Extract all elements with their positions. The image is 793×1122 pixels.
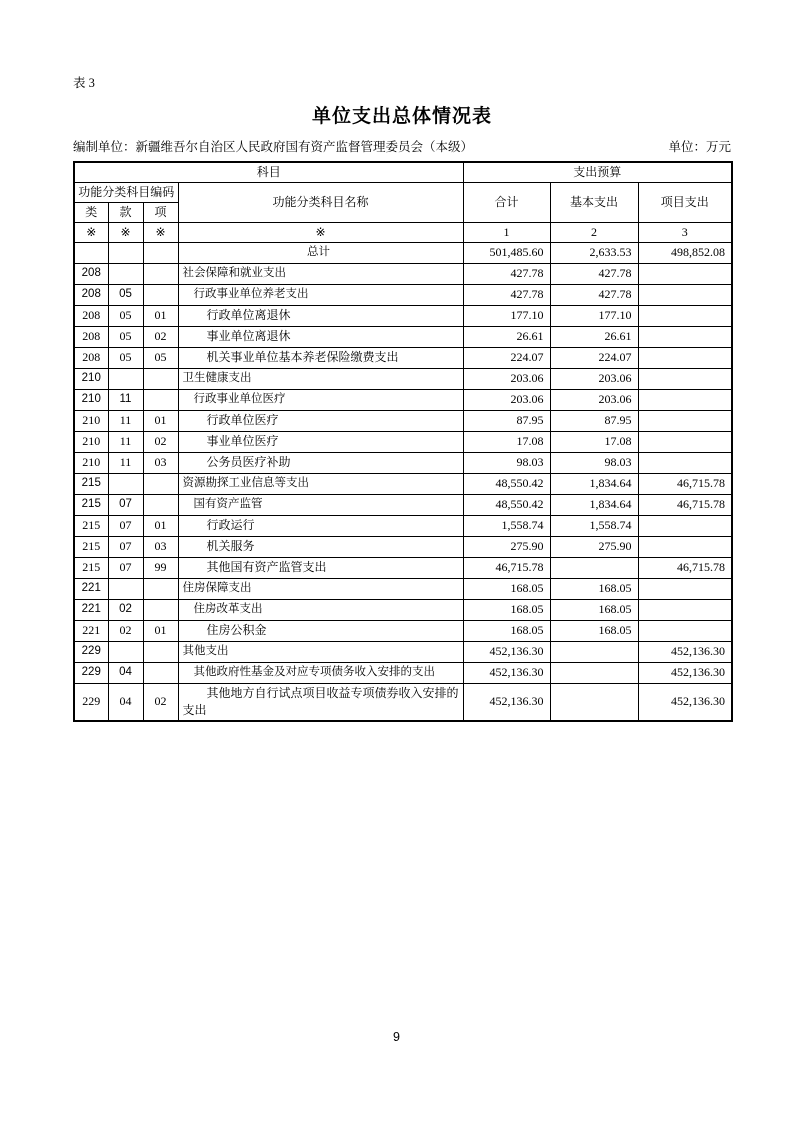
code-section-cell: 05 xyxy=(108,347,143,368)
code-class-cell: 210 xyxy=(74,389,108,410)
code-section-cell xyxy=(108,263,143,284)
amount-basic-cell xyxy=(550,641,638,662)
subject-name-cell: 其他地方自行试点项目收益专项债券收入安排的支出 xyxy=(178,683,463,721)
subject-name-cell: 其他政府性基金及对应专项债务收入安排的支出 xyxy=(178,662,463,683)
code-section-cell xyxy=(108,641,143,662)
amount-basic-cell: 203.06 xyxy=(550,389,638,410)
header-total: 合计 xyxy=(463,182,550,222)
header-row-marks xyxy=(74,222,732,242)
code-class-cell: 215 xyxy=(74,557,108,578)
amount-project-cell xyxy=(638,515,732,536)
table-row xyxy=(74,683,732,721)
code-section-cell: 05 xyxy=(108,305,143,326)
code-item-cell xyxy=(143,599,178,620)
code-item-cell xyxy=(143,389,178,410)
subject-name-cell: 公务员医疗补助 xyxy=(178,452,463,473)
table-row xyxy=(74,662,732,683)
header-project: 项目支出 xyxy=(638,182,732,222)
code-section-cell: 04 xyxy=(108,662,143,683)
amount-total-cell: 452,136.30 xyxy=(463,662,550,683)
header-code-item: 项 xyxy=(143,202,178,222)
table-row xyxy=(74,557,732,578)
code-item-cell xyxy=(143,473,178,494)
code-item-cell: 01 xyxy=(143,620,178,641)
header-basic: 基本支出 xyxy=(550,182,638,222)
amount-project-cell xyxy=(638,284,732,305)
table-row xyxy=(74,242,732,263)
amount-project-cell xyxy=(638,326,732,347)
amount-total-cell: 17.08 xyxy=(463,431,550,452)
column-index-3: 3 xyxy=(638,222,732,242)
amount-total-cell: 87.95 xyxy=(463,410,550,431)
header-row-groups xyxy=(74,162,732,182)
table-row xyxy=(74,536,732,557)
code-item-cell xyxy=(143,662,178,683)
table-row xyxy=(74,473,732,494)
code-section-cell xyxy=(108,368,143,389)
code-class-cell: 229 xyxy=(74,641,108,662)
amount-project-cell: 452,136.30 xyxy=(638,662,732,683)
amount-total-cell: 501,485.60 xyxy=(463,242,550,263)
amount-total-cell: 177.10 xyxy=(463,305,550,326)
subject-name-cell: 其他国有资产监管支出 xyxy=(178,557,463,578)
amount-project-cell xyxy=(638,305,732,326)
subject-name-cell: 卫生健康支出 xyxy=(178,368,463,389)
page-number: 9 xyxy=(393,1030,400,1044)
amount-total-cell: 203.06 xyxy=(463,389,550,410)
code-class-cell: 221 xyxy=(74,599,108,620)
table-row xyxy=(74,431,732,452)
code-section-cell: 07 xyxy=(108,536,143,557)
amount-total-cell: 224.07 xyxy=(463,347,550,368)
amount-basic-cell: 275.90 xyxy=(550,536,638,557)
table-row xyxy=(74,452,732,473)
amount-total-cell: 427.78 xyxy=(463,284,550,305)
mark-cell: ※ xyxy=(178,222,463,242)
subject-name-cell: 行政单位离退休 xyxy=(178,305,463,326)
code-section-cell: 11 xyxy=(108,452,143,473)
code-item-cell: 03 xyxy=(143,452,178,473)
amount-basic-cell xyxy=(550,662,638,683)
code-item-cell xyxy=(143,284,178,305)
amount-basic-cell: 168.05 xyxy=(550,578,638,599)
table-row xyxy=(74,410,732,431)
amount-project-cell: 452,136.30 xyxy=(638,641,732,662)
prepared-by-text: 编制单位：新疆维吾尔自治区人民政府国有资产监督管理委员会（本级） xyxy=(73,140,474,154)
amount-basic-cell: 1,558.74 xyxy=(550,515,638,536)
code-class-cell: 210 xyxy=(74,431,108,452)
amount-project-cell xyxy=(638,578,732,599)
header-subject-group: 科目 xyxy=(74,162,463,182)
amount-basic-cell: 1,834.64 xyxy=(550,494,638,515)
amount-total-cell: 48,550.42 xyxy=(463,494,550,515)
code-class-cell: 221 xyxy=(74,620,108,641)
code-section-cell xyxy=(108,578,143,599)
amount-basic-cell: 427.78 xyxy=(550,263,638,284)
code-item-cell: 01 xyxy=(143,305,178,326)
document-content xyxy=(73,76,731,722)
subject-name-cell: 住房改革支出 xyxy=(178,599,463,620)
header-subject-name: 功能分类科目名称 xyxy=(178,182,463,222)
code-class-cell: 210 xyxy=(74,368,108,389)
code-section-cell: 07 xyxy=(108,494,143,515)
code-class-cell: 221 xyxy=(74,578,108,599)
amount-basic-cell: 1,834.64 xyxy=(550,473,638,494)
table-row xyxy=(74,368,732,389)
subject-name-cell: 机关服务 xyxy=(178,536,463,557)
amount-project-cell xyxy=(638,410,732,431)
amount-basic-cell: 168.05 xyxy=(550,599,638,620)
amount-total-cell: 452,136.30 xyxy=(463,683,550,721)
subject-name-cell: 行政运行 xyxy=(178,515,463,536)
amount-project-cell: 46,715.78 xyxy=(638,557,732,578)
amount-basic-cell: 177.10 xyxy=(550,305,638,326)
code-class-cell: 215 xyxy=(74,473,108,494)
table-row xyxy=(74,389,732,410)
code-section-cell: 11 xyxy=(108,389,143,410)
subject-name-cell: 住房保障支出 xyxy=(178,578,463,599)
amount-basic-cell: 17.08 xyxy=(550,431,638,452)
code-class-cell: 215 xyxy=(74,494,108,515)
code-item-cell: 03 xyxy=(143,536,178,557)
code-class-cell: 215 xyxy=(74,536,108,557)
subject-name-cell: 资源勘探工业信息等支出 xyxy=(178,473,463,494)
subject-name-cell: 社会保障和就业支出 xyxy=(178,263,463,284)
code-class-cell: 210 xyxy=(74,452,108,473)
code-item-cell xyxy=(143,641,178,662)
amount-total-cell: 452,136.30 xyxy=(463,641,550,662)
code-section-cell: 11 xyxy=(108,410,143,431)
header-code-group: 功能分类科目编码 xyxy=(74,182,178,202)
amount-basic-cell xyxy=(550,557,638,578)
amount-project-cell: 46,715.78 xyxy=(638,494,732,515)
header-code-section: 款 xyxy=(108,202,143,222)
amount-total-cell: 26.61 xyxy=(463,326,550,347)
column-index-1: 1 xyxy=(463,222,550,242)
code-section-cell: 11 xyxy=(108,431,143,452)
amount-project-cell xyxy=(638,263,732,284)
amount-total-cell: 168.05 xyxy=(463,578,550,599)
subject-name-cell: 事业单位离退休 xyxy=(178,326,463,347)
amount-basic-cell: 87.95 xyxy=(550,410,638,431)
code-class-cell: 208 xyxy=(74,326,108,347)
mark-cell: ※ xyxy=(108,222,143,242)
code-section-cell: 04 xyxy=(108,683,143,721)
table-header xyxy=(74,162,732,242)
code-class-cell xyxy=(74,242,108,263)
header-code-class: 类 xyxy=(74,202,108,222)
unit-note: 单位：万元 xyxy=(668,140,731,154)
code-class-cell: 229 xyxy=(74,683,108,721)
amount-basic-cell xyxy=(550,683,638,721)
amount-total-cell: 168.05 xyxy=(463,620,550,641)
code-item-cell xyxy=(143,263,178,284)
code-section-cell: 07 xyxy=(108,557,143,578)
code-item-cell: 02 xyxy=(143,431,178,452)
amount-project-cell xyxy=(638,431,732,452)
code-class-cell: 215 xyxy=(74,515,108,536)
code-class-cell: 208 xyxy=(74,263,108,284)
code-class-cell: 210 xyxy=(74,410,108,431)
amount-project-cell xyxy=(638,620,732,641)
amount-project-cell: 452,136.30 xyxy=(638,683,732,721)
code-class-cell: 208 xyxy=(74,284,108,305)
amount-total-cell: 1,558.74 xyxy=(463,515,550,536)
subject-name-cell: 行政单位医疗 xyxy=(178,410,463,431)
table-row xyxy=(74,620,732,641)
amount-project-cell xyxy=(638,452,732,473)
code-section-cell: 05 xyxy=(108,284,143,305)
amount-basic-cell: 26.61 xyxy=(550,326,638,347)
code-item-cell: 02 xyxy=(143,683,178,721)
amount-total-cell: 98.03 xyxy=(463,452,550,473)
amount-project-cell xyxy=(638,347,732,368)
code-section-cell: 02 xyxy=(108,620,143,641)
table-row xyxy=(74,347,732,368)
mark-cell: ※ xyxy=(74,222,108,242)
code-item-cell: 01 xyxy=(143,515,178,536)
amount-total-cell: 48,550.42 xyxy=(463,473,550,494)
code-item-cell: 02 xyxy=(143,326,178,347)
code-item-cell xyxy=(143,578,178,599)
table-label: 表 3 xyxy=(73,76,95,90)
code-section-cell: 07 xyxy=(108,515,143,536)
subject-name-cell: 事业单位医疗 xyxy=(178,431,463,452)
subject-name-cell: 总计 xyxy=(178,242,463,263)
subject-name-cell: 机关事业单位基本养老保险缴费支出 xyxy=(178,347,463,368)
mark-cell: ※ xyxy=(143,222,178,242)
table-row xyxy=(74,578,732,599)
amount-basic-cell: 224.07 xyxy=(550,347,638,368)
amount-project-cell: 498,852.08 xyxy=(638,242,732,263)
code-item-cell xyxy=(143,242,178,263)
table-row xyxy=(74,284,732,305)
code-class-cell: 229 xyxy=(74,662,108,683)
code-section-cell: 05 xyxy=(108,326,143,347)
table-row xyxy=(74,263,732,284)
amount-basic-cell: 2,633.53 xyxy=(550,242,638,263)
code-item-cell: 05 xyxy=(143,347,178,368)
amount-total-cell: 427.78 xyxy=(463,263,550,284)
meta-row xyxy=(73,139,731,155)
code-item-cell: 01 xyxy=(143,410,178,431)
column-index-2: 2 xyxy=(550,222,638,242)
code-item-cell xyxy=(143,494,178,515)
amount-project-cell xyxy=(638,389,732,410)
code-section-cell xyxy=(108,473,143,494)
subject-name-cell: 其他支出 xyxy=(178,641,463,662)
subject-name-cell: 行政事业单位医疗 xyxy=(178,389,463,410)
amount-total-cell: 46,715.78 xyxy=(463,557,550,578)
code-class-cell: 208 xyxy=(74,305,108,326)
table-body xyxy=(74,242,732,721)
amount-total-cell: 275.90 xyxy=(463,536,550,557)
code-section-cell xyxy=(108,242,143,263)
amount-basic-cell: 427.78 xyxy=(550,284,638,305)
expenditure-table xyxy=(73,161,733,722)
code-class-cell: 208 xyxy=(74,347,108,368)
amount-project-cell xyxy=(638,599,732,620)
code-item-cell: 99 xyxy=(143,557,178,578)
amount-basic-cell: 98.03 xyxy=(550,452,638,473)
header-budget-group: 支出预算 xyxy=(463,162,732,182)
subject-name-cell: 国有资产监管 xyxy=(178,494,463,515)
amount-project-cell: 46,715.78 xyxy=(638,473,732,494)
table-row xyxy=(74,326,732,347)
table-row xyxy=(74,494,732,515)
code-item-cell xyxy=(143,368,178,389)
table-row xyxy=(74,305,732,326)
amount-basic-cell: 203.06 xyxy=(550,368,638,389)
table-row xyxy=(74,599,732,620)
amount-project-cell xyxy=(638,536,732,557)
header-row-code-group xyxy=(74,182,732,202)
table-row xyxy=(74,515,732,536)
amount-total-cell: 168.05 xyxy=(463,599,550,620)
page-title: 单位支出总体情况表 xyxy=(311,106,492,127)
subject-name-cell: 住房公积金 xyxy=(178,620,463,641)
table-row xyxy=(74,641,732,662)
amount-basic-cell: 168.05 xyxy=(550,620,638,641)
amount-project-cell xyxy=(638,368,732,389)
amount-total-cell: 203.06 xyxy=(463,368,550,389)
subject-name-cell: 行政事业单位养老支出 xyxy=(178,284,463,305)
code-section-cell: 02 xyxy=(108,599,143,620)
